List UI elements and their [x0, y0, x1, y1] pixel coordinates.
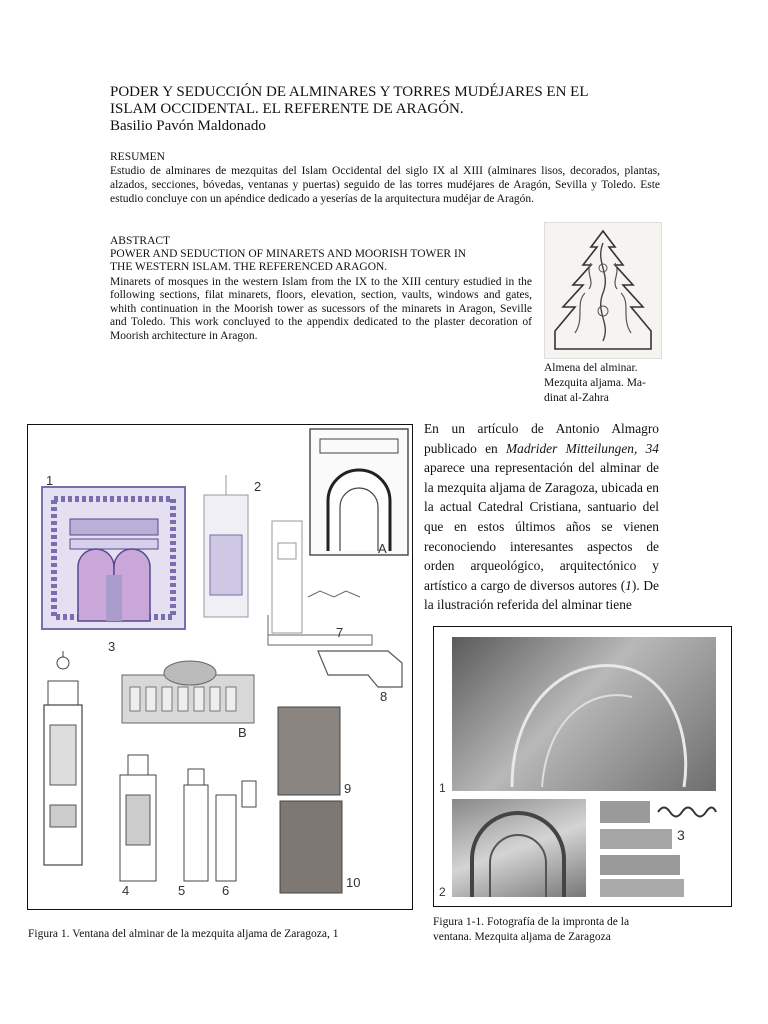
figure-1-drawings	[28, 425, 412, 909]
drawing-minaret-3	[44, 651, 82, 865]
figure-1-1-plate	[433, 626, 732, 907]
fig1-label-8: 8	[380, 689, 388, 704]
paper-title	[110, 84, 630, 118]
fig1-label-a: A	[378, 541, 387, 556]
fig1-label-6: 6	[222, 883, 230, 898]
photo-fragment-a	[600, 801, 650, 823]
body-text-start: En un artículo de Antonio Almagro publicado en	[424, 421, 659, 456]
drawing-minarets-4-5-6	[120, 755, 256, 881]
fig1-label-9: 9	[344, 781, 352, 796]
photo-fragment-c	[600, 829, 672, 849]
title-line-2: ISLAM OCCIDENTAL. EL REFERENTE DE ARAGÓN.	[110, 101, 464, 117]
figure-1-1-caption-line-2: ventana. Mezquita aljama de Zaragoza	[433, 931, 611, 943]
title-line-1: PODER Y SEDUCCIÓN DE ALMINARES Y TORRES MUDÉJARES EN EL	[110, 84, 589, 100]
resumen-heading: RESUMEN	[110, 151, 165, 163]
fig11-label-3: 3	[677, 827, 685, 843]
drawing-window-1	[42, 487, 185, 629]
drawing-minaret-2	[204, 475, 302, 633]
drawing-section-7	[268, 591, 372, 645]
almena-caption-line-2: Mezquita aljama. Ma-	[544, 377, 646, 389]
fig1-label-4: 4	[122, 883, 130, 898]
photo-fragment-d	[600, 855, 680, 875]
fig1-label-b: B	[238, 725, 247, 740]
drawing-facade-b	[122, 661, 254, 723]
fig1-label-1: 1	[46, 473, 54, 488]
almena-caption	[544, 361, 664, 406]
fig1-label-2: 2	[254, 479, 262, 494]
resumen-text: Estudio de alminares de mezquitas del Islam Occidental del siglo IX al XIII (alminares lisos, decorados, plantas, alzados, secciones, bóvedas, ventanas y puertas) seguido de las torres mudéjares de Aragón, Sevilla y Toledo. Este estudio concluye con un apéndice dedicado a yeserías de la arquitectura mudéjar de Aragón.	[110, 165, 660, 205]
drawing-fragment-b	[656, 801, 718, 823]
almena-caption-line-1: Almena del alminar.	[544, 362, 638, 374]
abstract-text: Minarets of mosques in the western Islam from the IX to the XIII century estudied in the following sections, filat minarets, floors, elevation, section, vaults, windows and gates, whith continuation in the Moorish tower as sucessors of the minarets in Aragon, Seville and Toledo. This work concluyed to the appendix dedicated to the plaster decoration of Moorish architecture in Aragon.	[110, 276, 532, 342]
body-text-end: ). De la ilustración referida del alminar tiene	[424, 577, 659, 613]
fig1-label-7: 7	[336, 625, 344, 640]
fig11-label-1: 1	[439, 781, 446, 795]
figure-1-caption: Figura 1. Ventana del alminar de la mezquita aljama de Zaragoza, 1	[28, 928, 339, 940]
photo-impronta-2	[452, 799, 586, 897]
abstract-heading: ABSTRACT	[110, 235, 171, 247]
photo-fragment-e	[600, 879, 684, 897]
fig1-label-10: 10	[346, 875, 361, 890]
body-reference: 1	[625, 577, 632, 593]
photo-10	[280, 801, 342, 893]
photo-impronta-1	[452, 637, 716, 791]
almena-drawing	[544, 222, 662, 359]
photo-9	[278, 707, 340, 795]
figure-1-1-caption-line-1: Figura 1-1. Fotografía de la impronta de la	[433, 916, 630, 928]
fig11-label-2: 2	[439, 885, 446, 899]
abstract-title-line-2: THE WESTERN ISLAM. THE REFERENCED ARAGON.	[110, 261, 388, 273]
drawing-cornice-8	[318, 651, 402, 687]
figure-1-1-caption	[433, 915, 733, 945]
almena-caption-line-3: dinat al-Zahra	[544, 392, 609, 404]
fig1-label-3: 3	[108, 639, 116, 654]
body-paragraph	[424, 419, 659, 615]
author: Basilio Pavón Maldonado	[110, 118, 266, 134]
abstract-title	[110, 248, 532, 274]
fig1-label-5: 5	[178, 883, 186, 898]
body-text-middle: aparece una representación del alminar de la mezquita aljama de Zaragoza, ubicada en la actual Catedral Cristiana, santuario del que en estos últimos años se vienen reconociendo interesantes aspectos de orden arqueológico, arquitectónico y artístico a cargo de diversos autores (	[424, 460, 659, 593]
drawing-arch-a	[310, 429, 408, 555]
body-journal-title: Madrider Mitteilungen, 34	[505, 440, 660, 456]
abstract-title-line-1: POWER AND SEDUCTION OF MINARETS AND MOORISH TOWER IN	[110, 248, 467, 260]
figure-1-plate	[27, 424, 413, 910]
